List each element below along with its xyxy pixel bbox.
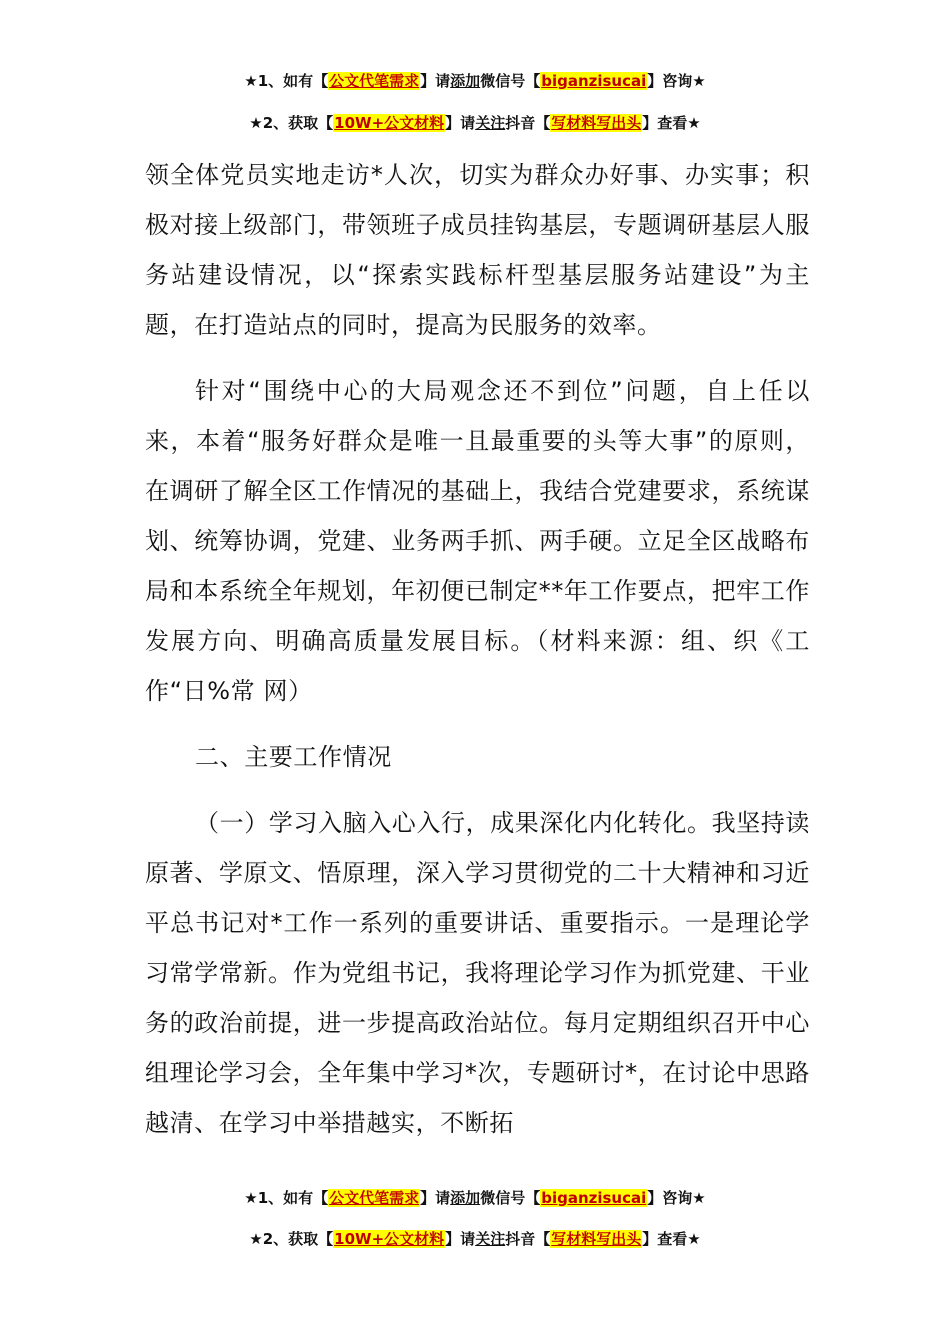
banner-highlight-douyin: 写材料写出头 — [551, 1230, 642, 1248]
banner-text: 1、如有【 — [257, 72, 329, 90]
banner-highlight-wechat-id: biganzisucai — [541, 1189, 647, 1207]
star-icon: ★ — [687, 1230, 701, 1248]
banner-text: 】咨询 — [647, 72, 693, 90]
banner-underline-add: 添加 — [450, 1189, 481, 1207]
header-banner-line2 — [0, 112, 950, 133]
document-body — [145, 150, 810, 1148]
star-icon: ★ — [692, 1189, 706, 1207]
body-paragraph-2: 针对“围绕中心的大局观念还不到位”问题，自上任以来，本着“服务好群众是唯一且最重要的头等大事”的原则，在调研了解全区工作情况的基础上，我结合党建要求，系统谋划、统筹协调，党建、业务两手抓、两手硬。立足全区战略布局和本系统全年规划，年初便已制定**年工作要点，把牢工作发展方向、明确高质量发展目标。（材料来源：组、织《工 作“日%常 网） — [145, 377, 810, 705]
banner-text: 】请 — [420, 1189, 451, 1207]
banner-text: 2、获取【 — [262, 1230, 334, 1248]
banner-highlight-wechat-id: biganzisucai — [541, 72, 647, 90]
banner-underline-add: 添加 — [450, 72, 481, 90]
footer-banner-line2 — [0, 1228, 950, 1249]
banner-text: 抖音【 — [505, 114, 551, 132]
star-icon: ★ — [244, 1189, 258, 1207]
star-icon: ★ — [244, 72, 258, 90]
banner-text: 微信号【 — [480, 72, 541, 90]
star-icon: ★ — [687, 114, 701, 132]
star-icon: ★ — [249, 1230, 263, 1248]
banner-text: 】请 — [445, 114, 476, 132]
banner-text: 微信号【 — [480, 1189, 541, 1207]
star-icon: ★ — [692, 72, 706, 90]
body-paragraph-3: （一）学习入脑入心入行，成果深化内化转化。我坚持读原著、学原文、悟原理，深入学习贯彻党的二十大精神和习近平总书记对*工作一系列的重要讲话、重要指示。一是理论学习常学常新。作为党组书记，我将理论学习作为抓党建、干业务的政治前提，进一步提高政治站位。每月定期组织召开中心组理论学习会，全年集中学习*次，专题研讨*，在讨论中思路越清、在学习中举措越实，不断拓 — [145, 809, 810, 1137]
banner-highlight-materials: 10W+公文材料 — [334, 1230, 445, 1248]
footer-banner-line1 — [0, 1187, 950, 1208]
banner-text: 】请 — [445, 1230, 476, 1248]
banner-highlight-douyin: 写材料写出头 — [551, 114, 642, 132]
banner-underline-follow: 关注 — [475, 1230, 506, 1248]
banner-text: 抖音【 — [505, 1230, 551, 1248]
banner-text: 】咨询 — [647, 1189, 693, 1207]
body-paragraph-1: 领全体党员实地走访*人次，切实为群众办好事、办实事；积极对接上级部门，带领班子成员挂钩基层，专题调研基层人服务站建设情况，以“探索实践标杆型基层服务站建设”为主题，在打造站点的同时，提高为民服务的效率。 — [145, 161, 810, 339]
banner-text: 】查看 — [642, 114, 688, 132]
header-banner-line1 — [0, 70, 950, 91]
banner-text: 1、如有【 — [257, 1189, 329, 1207]
banner-highlight-service: 公文代笔需求 — [329, 72, 420, 90]
section-heading: 二、主要工作情况 — [195, 743, 392, 771]
banner-underline-follow: 关注 — [475, 114, 506, 132]
banner-highlight-materials: 10W+公文材料 — [334, 114, 445, 132]
banner-text: 】请 — [420, 72, 451, 90]
banner-text: 】查看 — [642, 1230, 688, 1248]
banner-text: 2、获取【 — [262, 114, 334, 132]
star-icon: ★ — [249, 114, 263, 132]
banner-highlight-service: 公文代笔需求 — [329, 1189, 420, 1207]
